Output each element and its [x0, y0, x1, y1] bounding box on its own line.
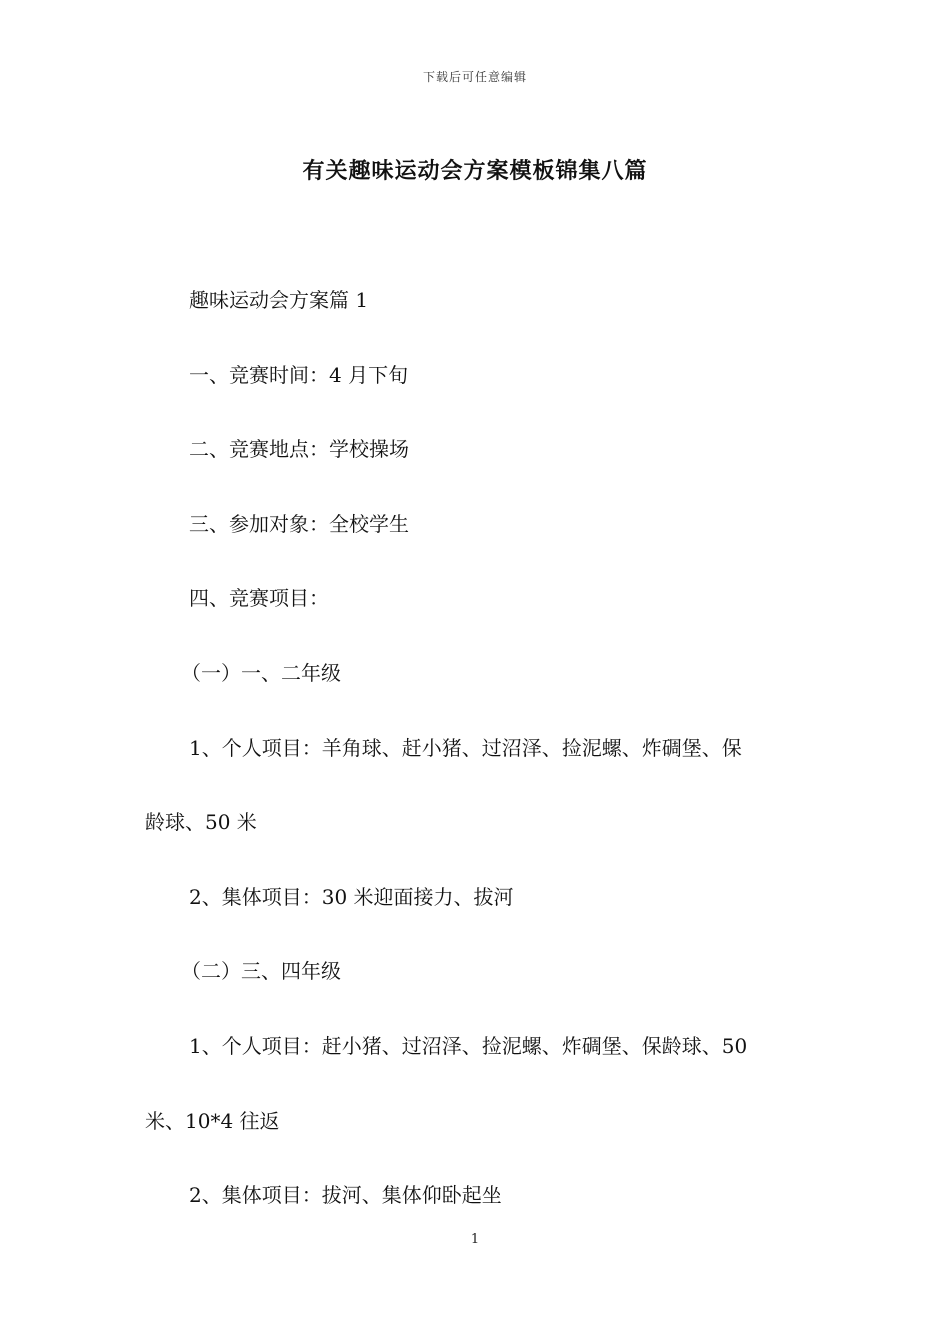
- subheading-grades-1-2: （一）一、二年级: [181, 660, 341, 685]
- paragraph-events-heading: 四、竞赛项目：: [189, 586, 329, 611]
- document-body: [145, 281, 807, 1251]
- paragraph-participants: 三、参加对象：全校学生: [189, 511, 409, 536]
- paragraph-individual-events-3-4: 1、个人项目：赶小猪、过沼泽、捡泥螺、炸碉堡、保龄球、50: [189, 1033, 748, 1058]
- document-title: 有关趣味运动会方案模板锦集八篇: [302, 158, 648, 184]
- subheading-grades-3-4: （二）三、四年级: [181, 959, 341, 984]
- download-note: 下载后可任意编辑: [422, 70, 527, 84]
- paragraph-competition-time: 一、竞赛时间：4 月下旬: [189, 362, 409, 387]
- paragraph-individual-events-1-2-cont: 龄球、50 米: [145, 810, 257, 835]
- paragraph-team-events-3-4: 2、集体项目：拔河、集体仰卧起坐: [189, 1183, 502, 1208]
- paragraph-team-events-1-2: 2、集体项目：30 米迎面接力、拔河: [189, 884, 514, 909]
- paragraph-individual-events-1-2: 1、个人项目：羊角球、赶小猪、过沼泽、捡泥螺、炸碉堡、保: [189, 735, 742, 760]
- paragraph-competition-venue: 二、竞赛地点：学校操场: [189, 437, 409, 462]
- paragraph-individual-events-3-4-cont: 米、10*4 往返: [145, 1108, 280, 1133]
- section-heading: 趣味运动会方案篇 1: [189, 288, 369, 312]
- page-number: 1: [470, 1232, 480, 1247]
